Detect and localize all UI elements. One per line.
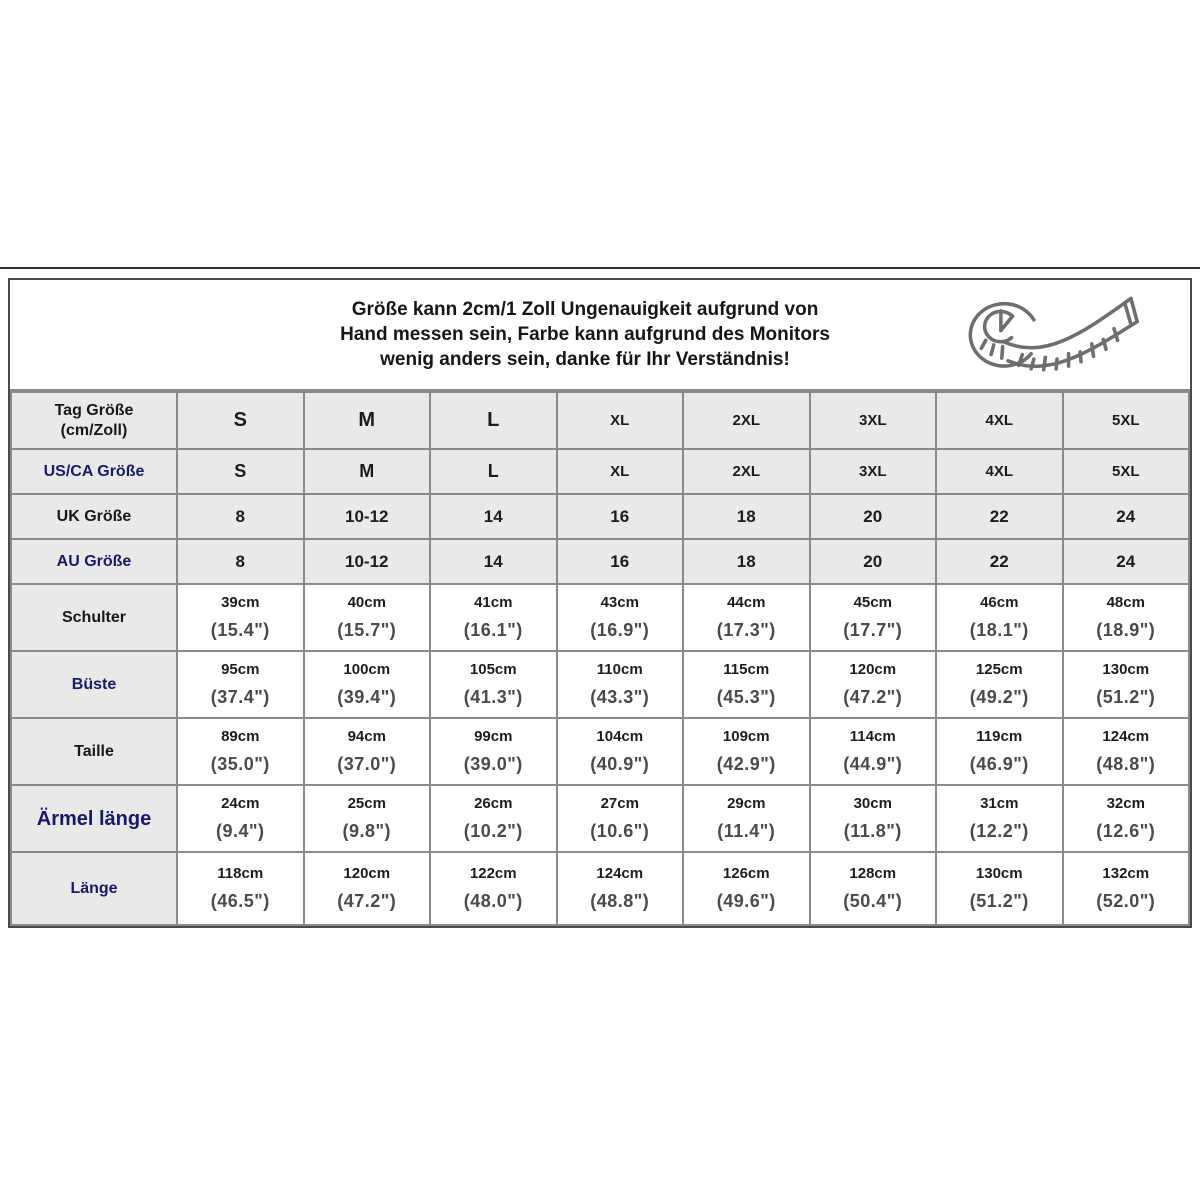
measure-cell: 105cm (41.3") [430,651,557,718]
size-cell: S [177,449,304,494]
measure-cell: 24cm (9.4") [177,785,304,852]
size-cell: S [177,392,304,449]
row-label-taille: Taille [11,718,177,785]
size-cell: 4XL [936,392,1063,449]
table-row-bueste [11,651,1189,718]
row-label-aermel-laenge: Ärmel länge [11,785,177,852]
size-cell: 10-12 [304,539,431,584]
measure-cell: 109cm (42.9") [683,718,810,785]
measure-cell: 30cm (11.8") [810,785,937,852]
size-cell: 3XL [810,392,937,449]
row-label-uk-groesse: UK Größe [11,494,177,539]
measure-cell: 128cm (50.4") [810,852,937,925]
size-cell: XL [557,449,684,494]
size-cell: 16 [557,539,684,584]
measure-cell: 40cm (15.7") [304,584,431,651]
measure-cell: 122cm (48.0") [430,852,557,925]
row-label-tag-groesse: Tag Größe (cm/Zoll) [11,392,177,449]
measure-cell: 130cm (51.2") [1063,651,1190,718]
measure-cell: 29cm (11.4") [683,785,810,852]
size-cell: 2XL [683,449,810,494]
table-row-au-groesse [11,539,1189,584]
size-cell: 18 [683,539,810,584]
size-cell: 24 [1063,539,1190,584]
measure-cell: 120cm (47.2") [810,651,937,718]
measure-cell: 39cm (15.4") [177,584,304,651]
disclaimer-line-2: Hand messen sein, Farbe kann aufgrund des Monitors [340,324,830,345]
measure-cell: 120cm (47.2") [304,852,431,925]
measure-cell: 95cm (37.4") [177,651,304,718]
measure-cell: 132cm (52.0") [1063,852,1190,925]
measure-cell: 119cm (46.9") [936,718,1063,785]
size-cell: L [430,449,557,494]
measure-cell: 89cm (35.0") [177,718,304,785]
size-cell: 22 [936,539,1063,584]
top-divider-line [0,267,1200,269]
disclaimer-banner [10,280,1190,391]
table-row-uk-groesse [11,494,1189,539]
size-cell: 8 [177,494,304,539]
size-cell: 5XL [1063,449,1190,494]
measure-cell: 124cm (48.8") [557,852,684,925]
size-cell: 16 [557,494,684,539]
row-label-schulter: Schulter [11,584,177,651]
measure-cell: 110cm (43.3") [557,651,684,718]
measure-cell: 104cm (40.9") [557,718,684,785]
table-row-schulter [11,584,1189,651]
size-cell: 8 [177,539,304,584]
measure-cell: 114cm (44.9") [810,718,937,785]
tape-measure-icon [952,286,1162,384]
measure-cell: 125cm (49.2") [936,651,1063,718]
measure-cell: 46cm (18.1") [936,584,1063,651]
row-label-au-groesse: AU Größe [11,539,177,584]
size-cell: M [304,392,431,449]
size-cell: 14 [430,494,557,539]
row-label-laenge: Länge [11,852,177,925]
measure-cell: 100cm (39.4") [304,651,431,718]
size-cell: 18 [683,494,810,539]
measure-cell: 48cm (18.9") [1063,584,1190,651]
size-cell: M [304,449,431,494]
measure-cell: 27cm (10.6") [557,785,684,852]
size-cell: 20 [810,494,937,539]
measure-cell: 31cm (12.2") [936,785,1063,852]
size-cell: 22 [936,494,1063,539]
size-cell: 2XL [683,392,810,449]
size-cell: 14 [430,539,557,584]
size-cell: 3XL [810,449,937,494]
disclaimer-line-1: Größe kann 2cm/1 Zoll Ungenauigkeit aufgrund von [351,299,819,320]
size-table [10,391,1190,926]
table-row-usca-groesse [11,449,1189,494]
measure-cell: 32cm (12.6") [1063,785,1190,852]
measure-cell: 94cm (37.0") [304,718,431,785]
size-cell: 24 [1063,494,1190,539]
measure-cell: 25cm (9.8") [304,785,431,852]
table-row-aermel-laenge [11,785,1189,852]
size-cell: 5XL [1063,392,1190,449]
row-label-usca-groesse: US/CA Größe [11,449,177,494]
table-row-taille [11,718,1189,785]
measure-cell: 26cm (10.2") [430,785,557,852]
size-cell: 20 [810,539,937,584]
measure-cell: 126cm (49.6") [683,852,810,925]
measure-cell: 130cm (51.2") [936,852,1063,925]
disclaimer-line-3: wenig anders sein, danke für Ihr Verständnis! [380,349,790,370]
measure-cell: 41cm (16.1") [430,584,557,651]
measure-cell: 44cm (17.3") [683,584,810,651]
size-cell: L [430,392,557,449]
row-label-bueste: Büste [11,651,177,718]
measure-cell: 115cm (45.3") [683,651,810,718]
measure-cell: 99cm (39.0") [430,718,557,785]
measure-cell: 43cm (16.9") [557,584,684,651]
measure-cell: 118cm (46.5") [177,852,304,925]
size-chart [8,278,1192,928]
table-row-laenge [11,852,1189,925]
table-row-tag-groesse [11,392,1189,449]
measure-cell: 45cm (17.7") [810,584,937,651]
size-cell: 10-12 [304,494,431,539]
size-cell: XL [557,392,684,449]
size-cell: 4XL [936,449,1063,494]
measure-cell: 124cm (48.8") [1063,718,1190,785]
